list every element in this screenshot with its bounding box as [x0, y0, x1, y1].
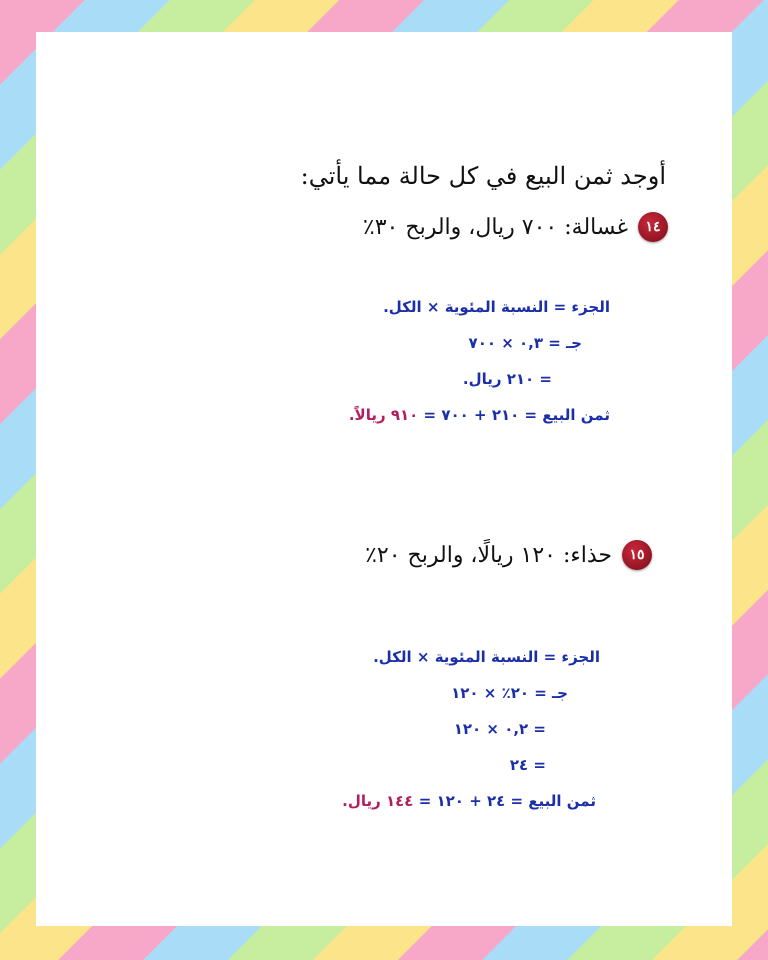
final-answer-line [342, 792, 596, 810]
solution-line: = ٢١٠ ريال. [462, 370, 552, 388]
answer-value: ١٤٤ ريال. [342, 792, 414, 810]
solution-line: ثمن البيع = ٢٤ + ١٢٠ = [418, 792, 596, 810]
answer-value: ٩١٠ ريالاً. [348, 406, 419, 424]
exercise-heading: أوجد ثمن البيع في كل حالة مما يأتي: [300, 162, 666, 190]
solution-line: جـ = ٢٠٪ × ١٢٠ [451, 684, 568, 702]
final-answer-line [349, 406, 610, 424]
solution-line: جـ = ٠,٣ × ٧٠٠ [468, 334, 582, 352]
worksheet-card [36, 32, 732, 926]
solution-line: = ٢٤ [509, 756, 546, 774]
solution-line: = ٠,٢ × ١٢٠ [453, 720, 546, 738]
solution-line: ثمن البيع = ٢١٠ + ٧٠٠ = [423, 406, 610, 424]
problem-statement: حذاء: ١٢٠ ريالًا، والربح ٢٠٪ [365, 542, 612, 568]
problem-statement: غسالة: ٧٠٠ ريال، والربح ٣٠٪ [362, 214, 628, 240]
solution-line: الجزء = النسبة المئوية × الكل. [383, 298, 610, 316]
problem-number-badge: ١٤ [638, 212, 668, 242]
problem-15 [365, 540, 652, 570]
problem-number-badge: ١٥ [622, 540, 652, 570]
problem-14 [363, 212, 668, 242]
solution-line: الجزء = النسبة المئوية × الكل. [373, 648, 600, 666]
